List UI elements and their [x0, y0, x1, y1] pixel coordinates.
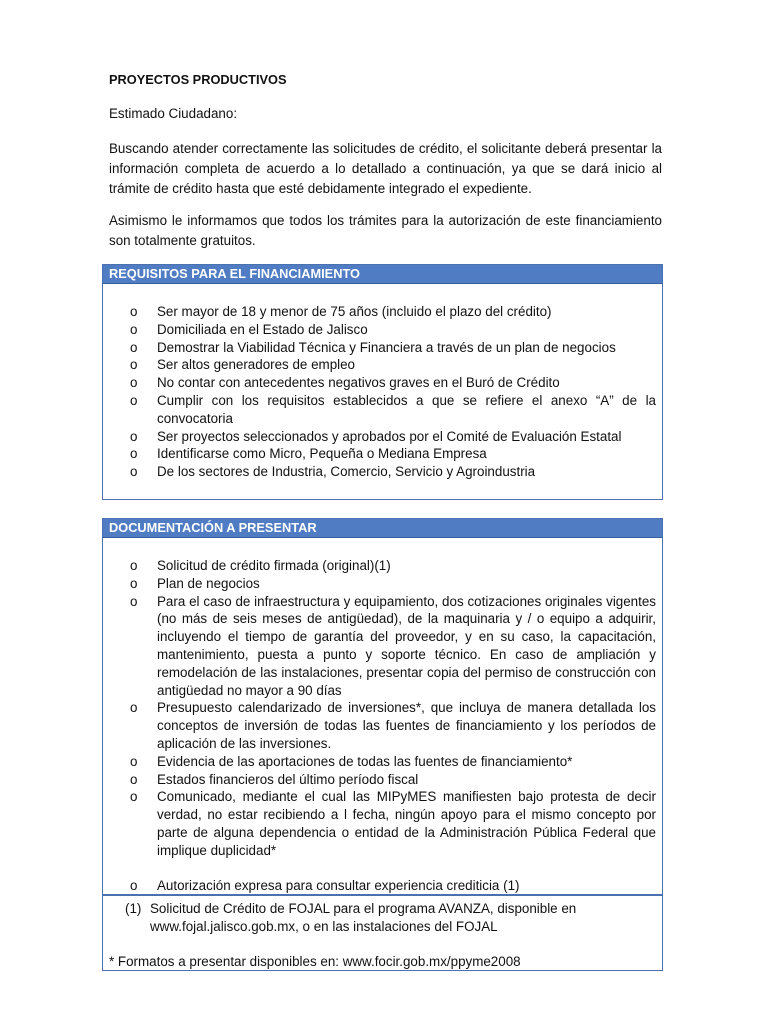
bullet-icon: o	[130, 558, 138, 573]
bullet-icon: o	[130, 321, 138, 337]
list-item: o Plan de negocios	[130, 575, 260, 591]
list-item: o Cumplir con los requisitos establecidos a que se refiere el anexo “A” de la convocatoria	[130, 392, 656, 426]
list-item: o De los sectores de Industria, Comercio, Servicio y Agroindustria	[130, 464, 536, 480]
footnotes-section	[102, 895, 663, 971]
bullet-icon: o	[130, 575, 138, 591]
documentation-header: DOCUMENTACIÓN A PRESENTAR	[103, 519, 662, 538]
bullet-icon: o	[130, 428, 138, 444]
intro-paragraph: Buscando atender correctamente las solicitudes de crédito, el solicitante deberá presentar la información completa de acuerdo a lo detallado a continuación, ya que se dará inicio al trámite de crédito hasta que esté debidamente integrado el expediente.	[109, 141, 662, 196]
footnote	[125, 900, 645, 935]
bullet-icon: o	[130, 700, 138, 716]
bullet-icon: o	[130, 771, 138, 787]
bullet-icon: o	[130, 375, 138, 391]
bullet-icon: o	[130, 339, 138, 355]
list-item: o Presupuesto calendarizado de inversiones*, que incluya de manera detallada los conceptos de inversión de todas las fuentes de financiamiento y los períodos de aplicación de las inversiones.	[130, 700, 656, 751]
list-item: o Evidencia de las aportaciones de todas las fuentes de financiamiento*	[130, 753, 573, 769]
bullet-icon: o	[130, 304, 138, 319]
list-item: o Ser proyectos seleccionados y aprobados por el Comité de Evaluación Estatal	[130, 428, 622, 444]
page-title: PROYECTOS PRODUCTIVOS	[109, 72, 287, 87]
list-item: o Autorización expresa para consultar experiencia crediticia (1)	[130, 878, 520, 894]
documentation-list	[103, 557, 662, 895]
requirements-list	[103, 303, 662, 481]
list-item: o Ser altos generadores de empleo	[130, 357, 356, 373]
list-item: o Para el caso de infraestructura y equipamiento, dos cotizaciones originales vigentes (no más de seis meses de antigüedad), de la maquinaria y / o equipo a adquirir, incluyendo el tiempo de garantía del proveedor, y en su caso, la capacitación, mantenimiento, puesta a punto y soporte técnico. En caso de ampliación y remodelación de las instalaciones, presentar copia del permiso de construcción con antigüedad no mayor a 90 días	[130, 593, 656, 698]
list-item: o Solicitud de crédito firmada (original)(1)	[130, 558, 391, 573]
requirements-header: REQUISITOS PARA EL FINANCIAMIENTO	[103, 265, 662, 284]
greeting: Estimado Ciudadano:	[109, 106, 238, 121]
bullet-icon: o	[130, 446, 138, 462]
formats-note: * Formatos a presentar disponibles en: www.focir.gob.mx/ppyme2008	[109, 954, 521, 969]
bullet-icon: o	[130, 753, 138, 769]
list-item: o No contar con antecedentes negativos graves en el Buró de Crédito	[130, 375, 560, 391]
requirements-section	[102, 264, 663, 500]
list-item: o Domiciliada en el Estado de Jalisco	[130, 321, 368, 337]
bullet-icon: o	[130, 789, 138, 805]
list-item: o Estados financieros del último período fiscal	[130, 771, 419, 787]
bullet-icon: o	[130, 464, 138, 480]
list-item: o Comunicado, mediante el cual las MIPyMES manifiesten bajo protesta de decir verdad, no estar recibiendo a l fecha, ningún apoyo para el mismo concepto por parte de alguna dependencia o entidad de la Administración Pública Federal que implique duplicidad*	[130, 789, 656, 858]
bullet-icon: o	[130, 878, 138, 894]
free-notice-paragraph: Asimismo le informamos que todos los trámites para la autorización de este financiamiento son totalmente gratuitos.	[109, 213, 662, 248]
list-item: o Identificarse como Micro, Pequeña o Mediana Empresa	[130, 446, 487, 462]
documentation-section	[102, 518, 663, 895]
list-item: o Demostrar la Viabilidad Técnica y Financiera a través de un plan de negocios	[130, 339, 616, 355]
footnote-text: Solicitud de Crédito de FOJAL para el programa AVANZA, disponible en www.fojal.jalisco.gob.mx, o en las instalaciones del FOJAL	[150, 901, 577, 934]
bullet-icon: o	[130, 392, 138, 408]
bullet-icon: o	[130, 357, 138, 373]
list-item: o Ser mayor de 18 y menor de 75 años (incluido el plazo del crédito)	[130, 304, 552, 319]
bullet-icon: o	[130, 593, 138, 609]
footnote-number: (1)	[125, 901, 142, 916]
